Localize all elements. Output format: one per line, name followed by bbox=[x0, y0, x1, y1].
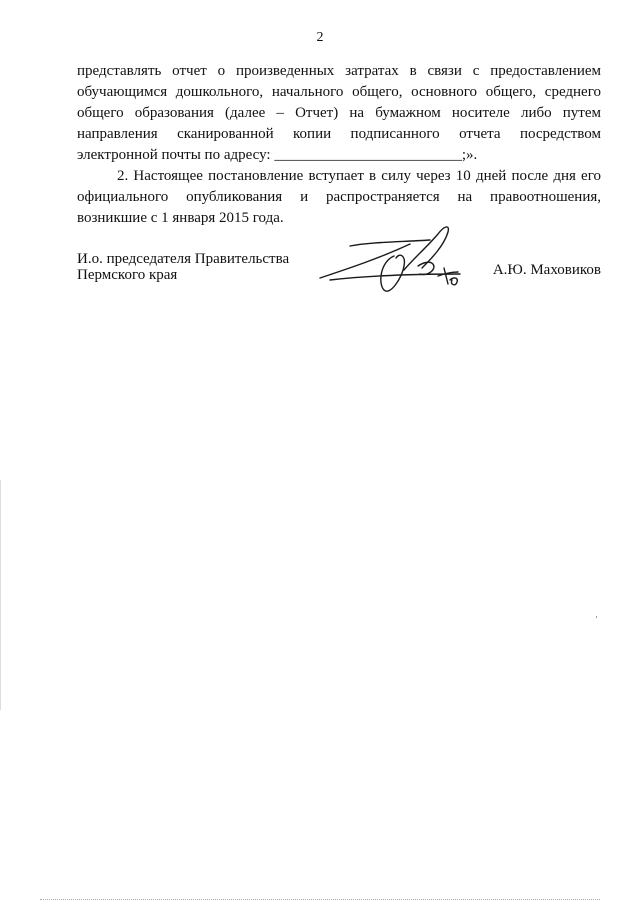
signer-name: А.Ю. Маховиков bbox=[492, 262, 601, 278]
bottom-edge-mark bbox=[40, 899, 600, 901]
handwritten-signature bbox=[310, 218, 490, 298]
paragraph-2: 2. Настоящее постановление вступает в силу через 10 дней после дня его официального опубликования и распространяется на правоотношения, возникшие с 1 января 2015 года. bbox=[77, 168, 601, 226]
scan-dot-mark bbox=[596, 616, 597, 618]
page-number: 2 bbox=[316, 30, 324, 45]
scan-edge-mark bbox=[0, 480, 1, 710]
signer-title-line-1: И.о. председателя Правительства bbox=[77, 251, 290, 267]
paragraph-1: представлять отчет о произведенных затратах в связи с предоставлением обучающимся дошкольного, начального общего, основного общего, среднего общего образования (далее – Отчет) на бумажном носителе либо путем направления сканированной копии подписанного отчета посредством электронной почты по адресу: _________________________;». bbox=[77, 63, 601, 163]
signer-title-line-2: Пермского края bbox=[77, 267, 178, 283]
document-body bbox=[77, 61, 601, 229]
